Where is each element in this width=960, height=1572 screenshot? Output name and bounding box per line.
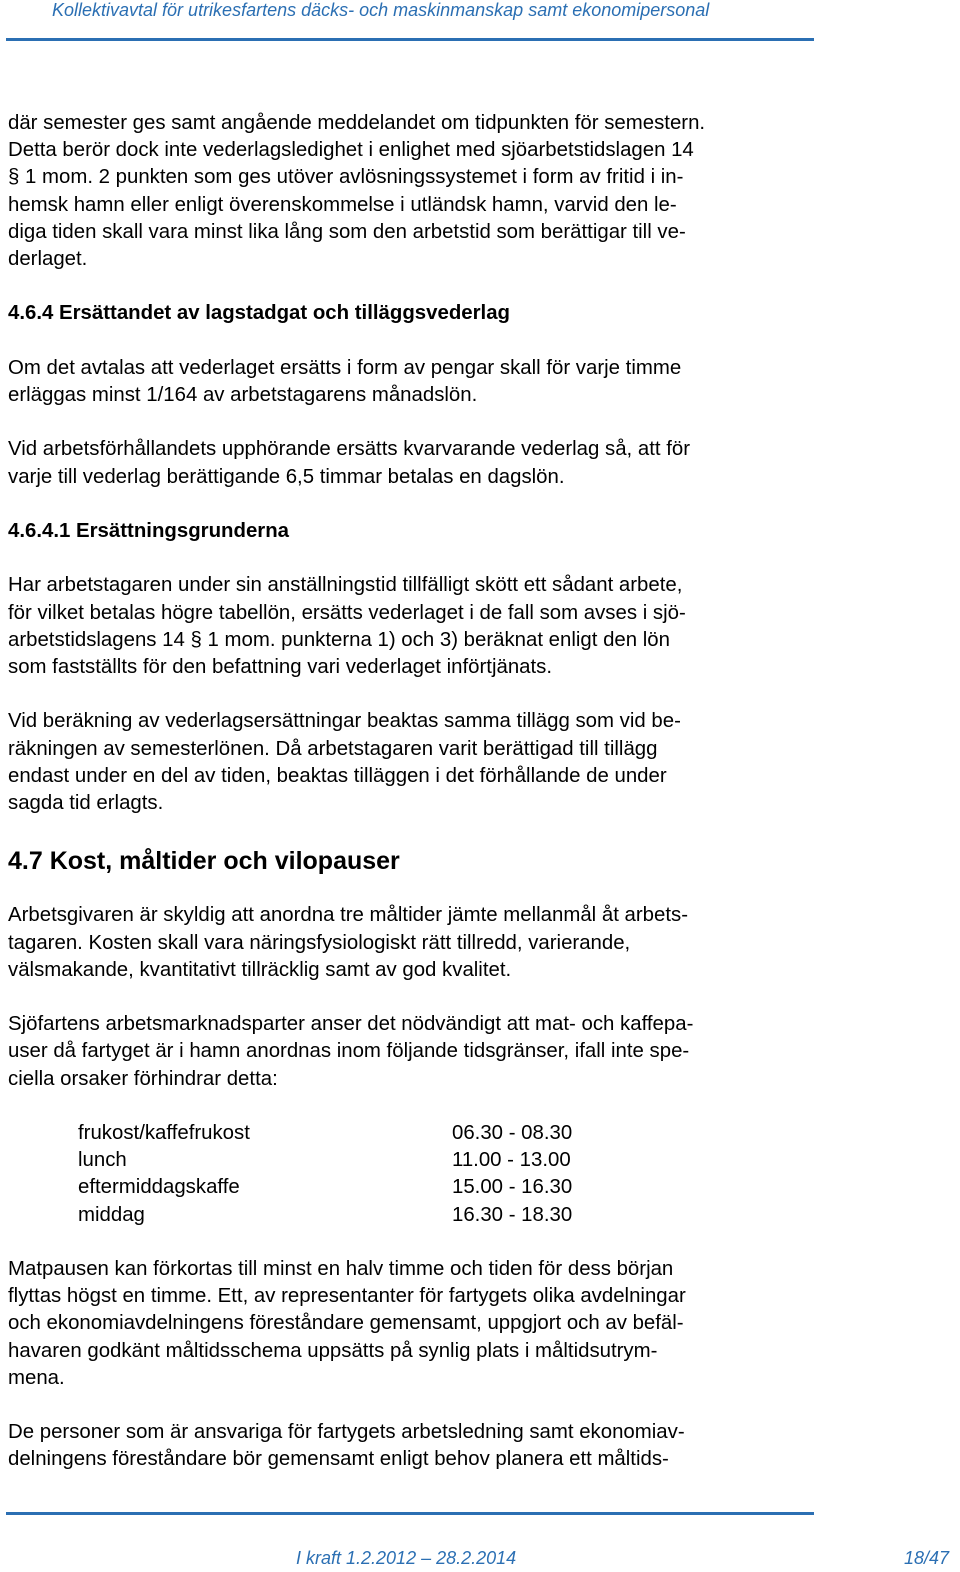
text-line: ciella orsaker förhindrar detta:: [8, 1067, 278, 1090]
meal-name: eftermiddagskaffe: [78, 1176, 240, 1199]
text-line: § 1 mom. 2 punkten som ges utöver avlösningssystemet i form av fritid i in-: [8, 166, 684, 189]
paragraph: [8, 1011, 908, 1093]
footer-validity-period: I kraft 1.2.2012 – 28.2.2014: [296, 1548, 517, 1568]
text-line: diga tiden skall vara minst lika lång som den arbetstid som berättigar till ve-: [8, 220, 686, 243]
text-line: Arbetsgivaren är skyldig att anordna tre måltider jämte mellanmål åt arbets-: [8, 904, 688, 927]
text-line: tagaren. Kosten skall vara näringsfysiologiskt rätt tillredd, varierande,: [8, 931, 631, 954]
text-line: och ekonomiavdelningens föreståndare gemensamt, uppgjort och av befäl-: [8, 1312, 684, 1335]
table-row: [78, 1120, 572, 1147]
document-header-title: Kollektivavtal för utrikesfartens däcks- och maskinmanskap samt ekonomipersonal: [52, 0, 710, 20]
meal-time: 16.30 - 18.30: [452, 1203, 573, 1226]
footer-divider: [6, 1512, 814, 1515]
text-line: Sjöfartens arbetsmarknadsparter anser det nödvändigt att mat- och kaffepa-: [8, 1013, 694, 1036]
section-heading-4-6-4: 4.6.4 Ersättandet av lagstadgat och tilläggsvederlag: [8, 302, 511, 325]
text-line: erläggas minst 1/164 av arbetstagarens månadslön.: [8, 384, 478, 406]
text-line: hemsk hamn eller enligt överenskommelse i utländsk hamn, varvid den le-: [8, 193, 677, 216]
text-line: som fastställts för den befattning vari vederlaget införtjänats.: [8, 655, 553, 678]
meal-name: lunch: [78, 1149, 127, 1172]
text-line: De personer som är ansvariga för fartygets arbetsledning samt ekonomiav-: [8, 1421, 685, 1444]
paragraph: [8, 902, 908, 984]
text-line: Detta berör dock inte vederlagsledighet i enlighet med sjöarbetstidslagen 14: [8, 139, 694, 162]
text-line: mena.: [8, 1366, 65, 1389]
text-line: endast under en del av tiden, beaktas tilläggen i det förhållande de under: [8, 764, 667, 787]
paragraph: [8, 1256, 908, 1392]
text-line: derlaget.: [8, 248, 88, 271]
text-line: arbetstidslagens 14 § 1 mom. punkterna 1) och 3) beräknat enligt den lön: [8, 628, 670, 651]
table-row: [78, 1147, 572, 1174]
meal-time: 06.30 - 08.30: [452, 1121, 573, 1144]
text-line: välsmakande, kvantitativt tillräcklig samt av god kvalitet.: [8, 958, 512, 981]
text-line: Vid beräkning av vederlagsersättningar beaktas samma tillägg som vid be-: [8, 710, 681, 733]
document-body: [8, 110, 908, 1501]
paragraph: [8, 572, 908, 681]
text-line: varje till vederlag berättigande 6,5 timmar betalas en dagslön.: [8, 465, 565, 488]
meal-time: 15.00 - 16.30: [452, 1176, 573, 1199]
table-row: [78, 1174, 572, 1201]
meal-times-table: [78, 1120, 572, 1229]
section-heading-4-7: 4.7 Kost, måltider och vilopauser: [8, 847, 400, 876]
paragraph: [8, 1419, 908, 1473]
text-line: delningens föreståndare bör gemensamt enligt behov planera ett måltids-: [8, 1448, 669, 1471]
text-line: Har arbetstagaren under sin anställningstid tillfälligt skött ett sådant arbete,: [8, 574, 683, 597]
paragraph: [8, 110, 908, 273]
paragraph: [8, 355, 908, 409]
text-line: flyttas högst en timme. Ett, av representanter för fartygets olika avdelningar: [8, 1285, 686, 1308]
text-line: för vilket betalas högre tabellön, ersätts vederlaget i de fall som avses i sjö-: [8, 601, 686, 624]
text-line: Vid arbetsförhållandets upphörande ersätts kvarvarande vederlag så, att för: [8, 438, 690, 461]
text-line: havaren godkänt måltidsschema uppsätts på synlig plats i måltidsutrym-: [8, 1339, 658, 1362]
header-divider: [6, 38, 814, 41]
page-number: 18/47: [904, 1548, 950, 1568]
text-line: där semester ges samt angående meddelandet om tidpunkten för semestern.: [8, 112, 706, 134]
text-line: räkningen av semesterlönen. Då arbetstagaren varit berättigad till tillägg: [8, 737, 658, 760]
text-line: Om det avtalas att vederlaget ersätts i form av pengar skall för varje timme: [8, 356, 682, 379]
text-line: user då fartyget är i hamn anordnas inom följande tidsgränser, ifall inte spe-: [8, 1040, 690, 1063]
table-row: [78, 1202, 572, 1229]
text-line: Matpausen kan förkortas till minst en halv timme och tiden för dess början: [8, 1257, 674, 1280]
section-heading-4-6-4-1: 4.6.4.1 Ersättningsgrunderna: [8, 519, 290, 542]
paragraph: [8, 436, 908, 490]
meal-name: frukost/kaffefrukost: [78, 1121, 250, 1144]
meal-name: middag: [78, 1203, 145, 1226]
meal-time: 11.00 - 13.00: [452, 1149, 571, 1172]
text-line: sagda tid erlagts.: [8, 791, 164, 814]
paragraph: [8, 708, 908, 817]
